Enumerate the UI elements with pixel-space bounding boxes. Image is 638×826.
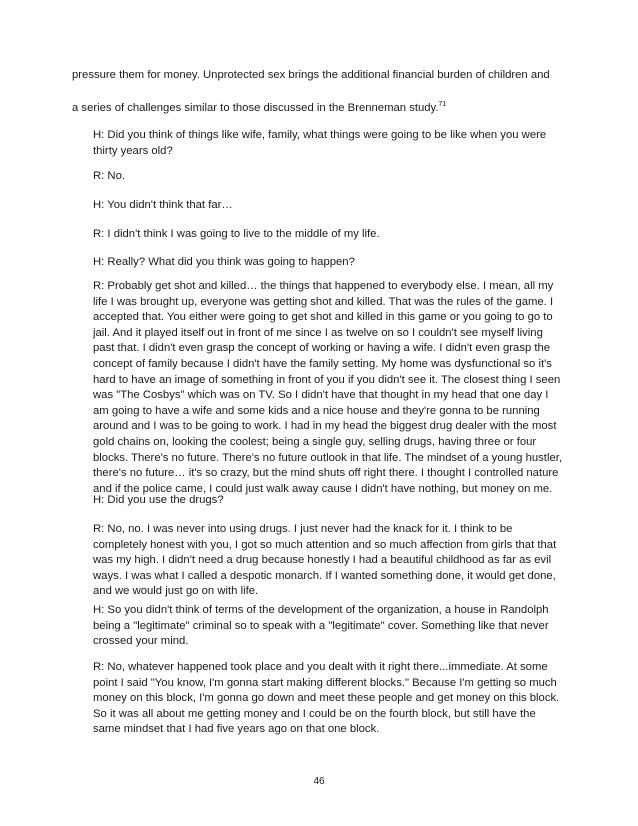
interview-response: R: No, whatever happened took place and you dealt with it right there...immediate. At some point I said "You know, I'm gonna start making different blocks." Because I'm getting so much money on this block, I'm gonna go down and meet these people and get money on this block. So it was all about me getting money and I could be on the fourth block, but still have the same mindset that I had five years ago on that one block. (93, 661, 560, 736)
interview-response: R: No. (93, 170, 126, 182)
intro-line-2-text: a series of challenges similar to those discussed in the Brenneman study. (72, 102, 439, 114)
interview-question: H: Did you think of things like wife, family, what things were going to be like when you were thirty years old? (93, 129, 547, 157)
footnote-reference: 71 (438, 101, 447, 109)
interview-response: R: No, no. I was never into using drugs. I just never had the knack for it. I think to be completely honest with you, I got so much attention and so much affection from girls that that was my high. I didn't need a drug because honestly I had a beautiful childhood as far as evil ways. I was what I called a despotic monarch. If I wanted something done, it would get done, and we would just go on with life. (93, 523, 557, 598)
interview-question: H: Did you use the drugs? (93, 494, 224, 506)
interview-response: R: I didn't think I was going to live to the middle of my life. (93, 228, 380, 240)
interview-question: H: You didn't think that far… (93, 199, 233, 211)
interview-question: H: Really? What did you think was going to happen? (93, 256, 355, 268)
intro-line-2 (72, 101, 564, 115)
page-number: 46 (313, 776, 325, 787)
interview-question: H: So you didn't think of terms of the development of the organization, a house in Randolph being a "legitimate" criminal so to speak with a "legitimate" cover. Something like that never crossed your mind. (93, 604, 549, 648)
interview-response: R: Probably get shot and killed… the things that happened to everybody else. I mean, all my life I was brought up, everyone was getting shot and killed. That was the rules of the game. I accepted that. You either were going to get shot and killed in this game or you going to go to jail. And it played itself out in front of me since I as twelve on so I couldn't see myself living past that. I didn't even grasp the concept of working or having a wife. I didn't even grasp the concept of family because I didn't have the family setting. My home was dysfunctional so it's hard to have an image of something in front of you if you didn't see it. The closest thing I seen was "The Cosbys" which was on TV. So I didn't have that thought in my head that one day I am going to have a wife and some kids and a nice house and they're gonna to be running around and I was to be going to work. I had in my head the biggest drug dealer with the most gold chains on, looking the coolest; being a single guy, selling drugs, having three or four blocks. There's no future. There's no future outlook in that life. The mindset of a young hustler, there's no future… it's so crazy, but the mind shuts off right there. I thought I controlled nature and if the police came, I could just walk away cause I didn't have nothing, but money on me. (93, 280, 563, 495)
intro-line-1: pressure them for money. Unprotected sex brings the additional financial burden of children and (72, 69, 550, 81)
